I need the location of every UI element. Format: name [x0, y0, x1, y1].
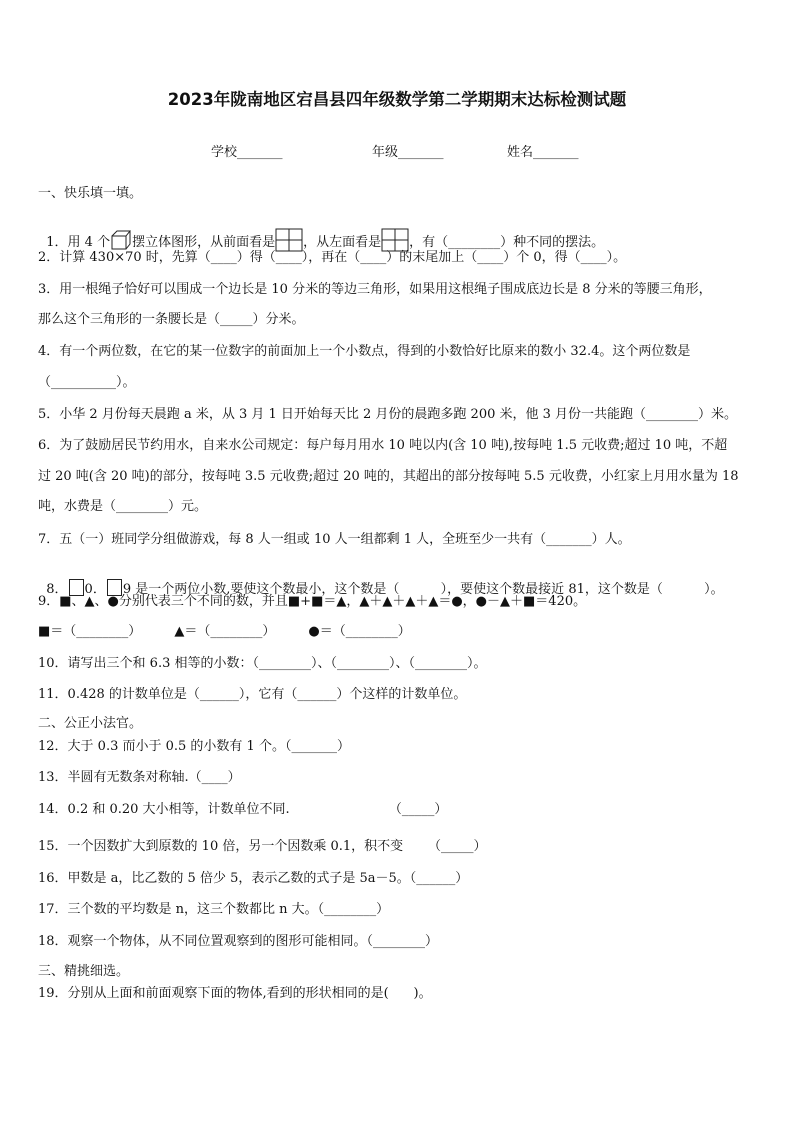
question-16: 16．甲数是 a，比乙数的 5 倍少 5，表示乙数的式子是 5a－5。（______） — [38, 871, 469, 886]
section-3-heading: 三、精挑细选。 — [38, 964, 130, 979]
question-3-line-1: 3．用一根绳子恰好可以围成一个边长是 10 分米的等边三角形，如果用这根绳子围成底边长是 8 分米的等腰三角形， — [38, 282, 712, 297]
question-19: 19．分别从上面和前面观察下面的物体,看到的形状相同的是( )。 — [38, 986, 432, 1001]
q1-part-c: ，从左面看是 — [303, 235, 382, 250]
grade-field: 年级_______ — [372, 145, 444, 160]
question-4-line-2: （__________）。 — [38, 375, 136, 390]
question-7: 7．五（一）班同学分组做游戏，每 8 人一组或 10 人一组都剩 1 人，全班至少一共有（_______）人。 — [38, 532, 631, 547]
q8-part-a: 8． — [46, 582, 68, 597]
section-2-heading: 二、公正小法官。 — [38, 716, 143, 731]
question-15: 15．一个因数扩大到原数的 10 倍，另一个因数乘 0.1，积不变 （_____） — [38, 839, 487, 854]
question-18: 18．观察一个物体，从不同位置观察到的图形可能相同。（________） — [38, 934, 439, 949]
question-2: 2．计算 430×70 时，先算（____）得（____），再在（____）的末尾加上（____）个 0，得（____）。 — [38, 250, 627, 265]
question-5: 5．小华 2 月份每天晨跑 a 米，从 3 月 1 日开始每天比 2 月份的晨跑多跑 200 米，他 3 月份一共能跑（________）米。 — [38, 407, 738, 422]
question-8 — [38, 563, 724, 598]
q1-part-b: 摆立体图形，从前面看是 — [132, 235, 276, 250]
question-17: 17．三个数的平均数是 n，这三个数都比 n 大。（________） — [38, 902, 390, 917]
question-4-line-1: 4．有一个两位数，在它的某一位数字的前面加上一个小数点，得到的小数恰好比原来的数小 32.4。这个两位数是 — [38, 344, 691, 359]
question-3-line-2: 那么这个三角形的一条腰长是（_____）分米。 — [38, 312, 305, 327]
question-12: 12．大于 0.3 而小于 0.5 的小数有 1 个。（_______） — [38, 739, 350, 754]
q1-part-d: ，有（________）种不同的摆法。 — [409, 235, 605, 250]
question-6-line-2: 过 20 吨(含 20 吨)的部分，按每吨 3.5 元收费;超过 20 吨的，其超出的部分按每吨 5.5 元收费，小红家上月用水量为 18 — [38, 469, 739, 484]
question-9-line-1: 9．■、▲、●分别代表三个不同的数，并且■+■＝▲，▲＋▲＋▲＋▲＝●，●－▲＋■＝420。 — [38, 594, 587, 609]
question-6-line-1: 6．为了鼓励居民节约用水，自来水公司规定：每户每月用水 10 吨以内(含 10 吨),按每吨 1.5 元收费;超过 10 吨，不超 — [38, 438, 728, 453]
question-11: 11．0.428 的计数单位是（______），它有（______）个这样的计数单位。 — [38, 687, 467, 702]
question-10: 10．请写出三个和 6.3 相等的小数：（________）、（________）、（________）。 — [38, 656, 487, 671]
name-field: 姓名_______ — [507, 145, 579, 160]
question-14: 14．0.2 和 0.20 大小相等，计数单位不同. （_____） — [38, 802, 448, 817]
page-title: 2023年陇南地区宕昌县四年级数学第二学期期末达标检测试题 — [167, 90, 627, 109]
question-13: 13．半圆有无数条对称轴.（____） — [38, 770, 241, 785]
school-field: 学校_______ — [211, 145, 283, 160]
q1-part-a: 1．用 4 个 — [46, 235, 111, 250]
section-1-heading: 一、快乐填一填。 — [38, 186, 143, 201]
q8-part-c: 9 是一个两位小数,要使这个数最小，这个数是（ ），要使这个数最接近 81，这个数是（ ）。 — [122, 582, 724, 597]
q8-part-b: 0． — [84, 582, 106, 597]
question-6-line-3: 吨，水费是（________）元。 — [38, 499, 208, 514]
question-9-line-2: ■＝（________） ▲＝（________） ●＝（________） — [38, 624, 411, 639]
